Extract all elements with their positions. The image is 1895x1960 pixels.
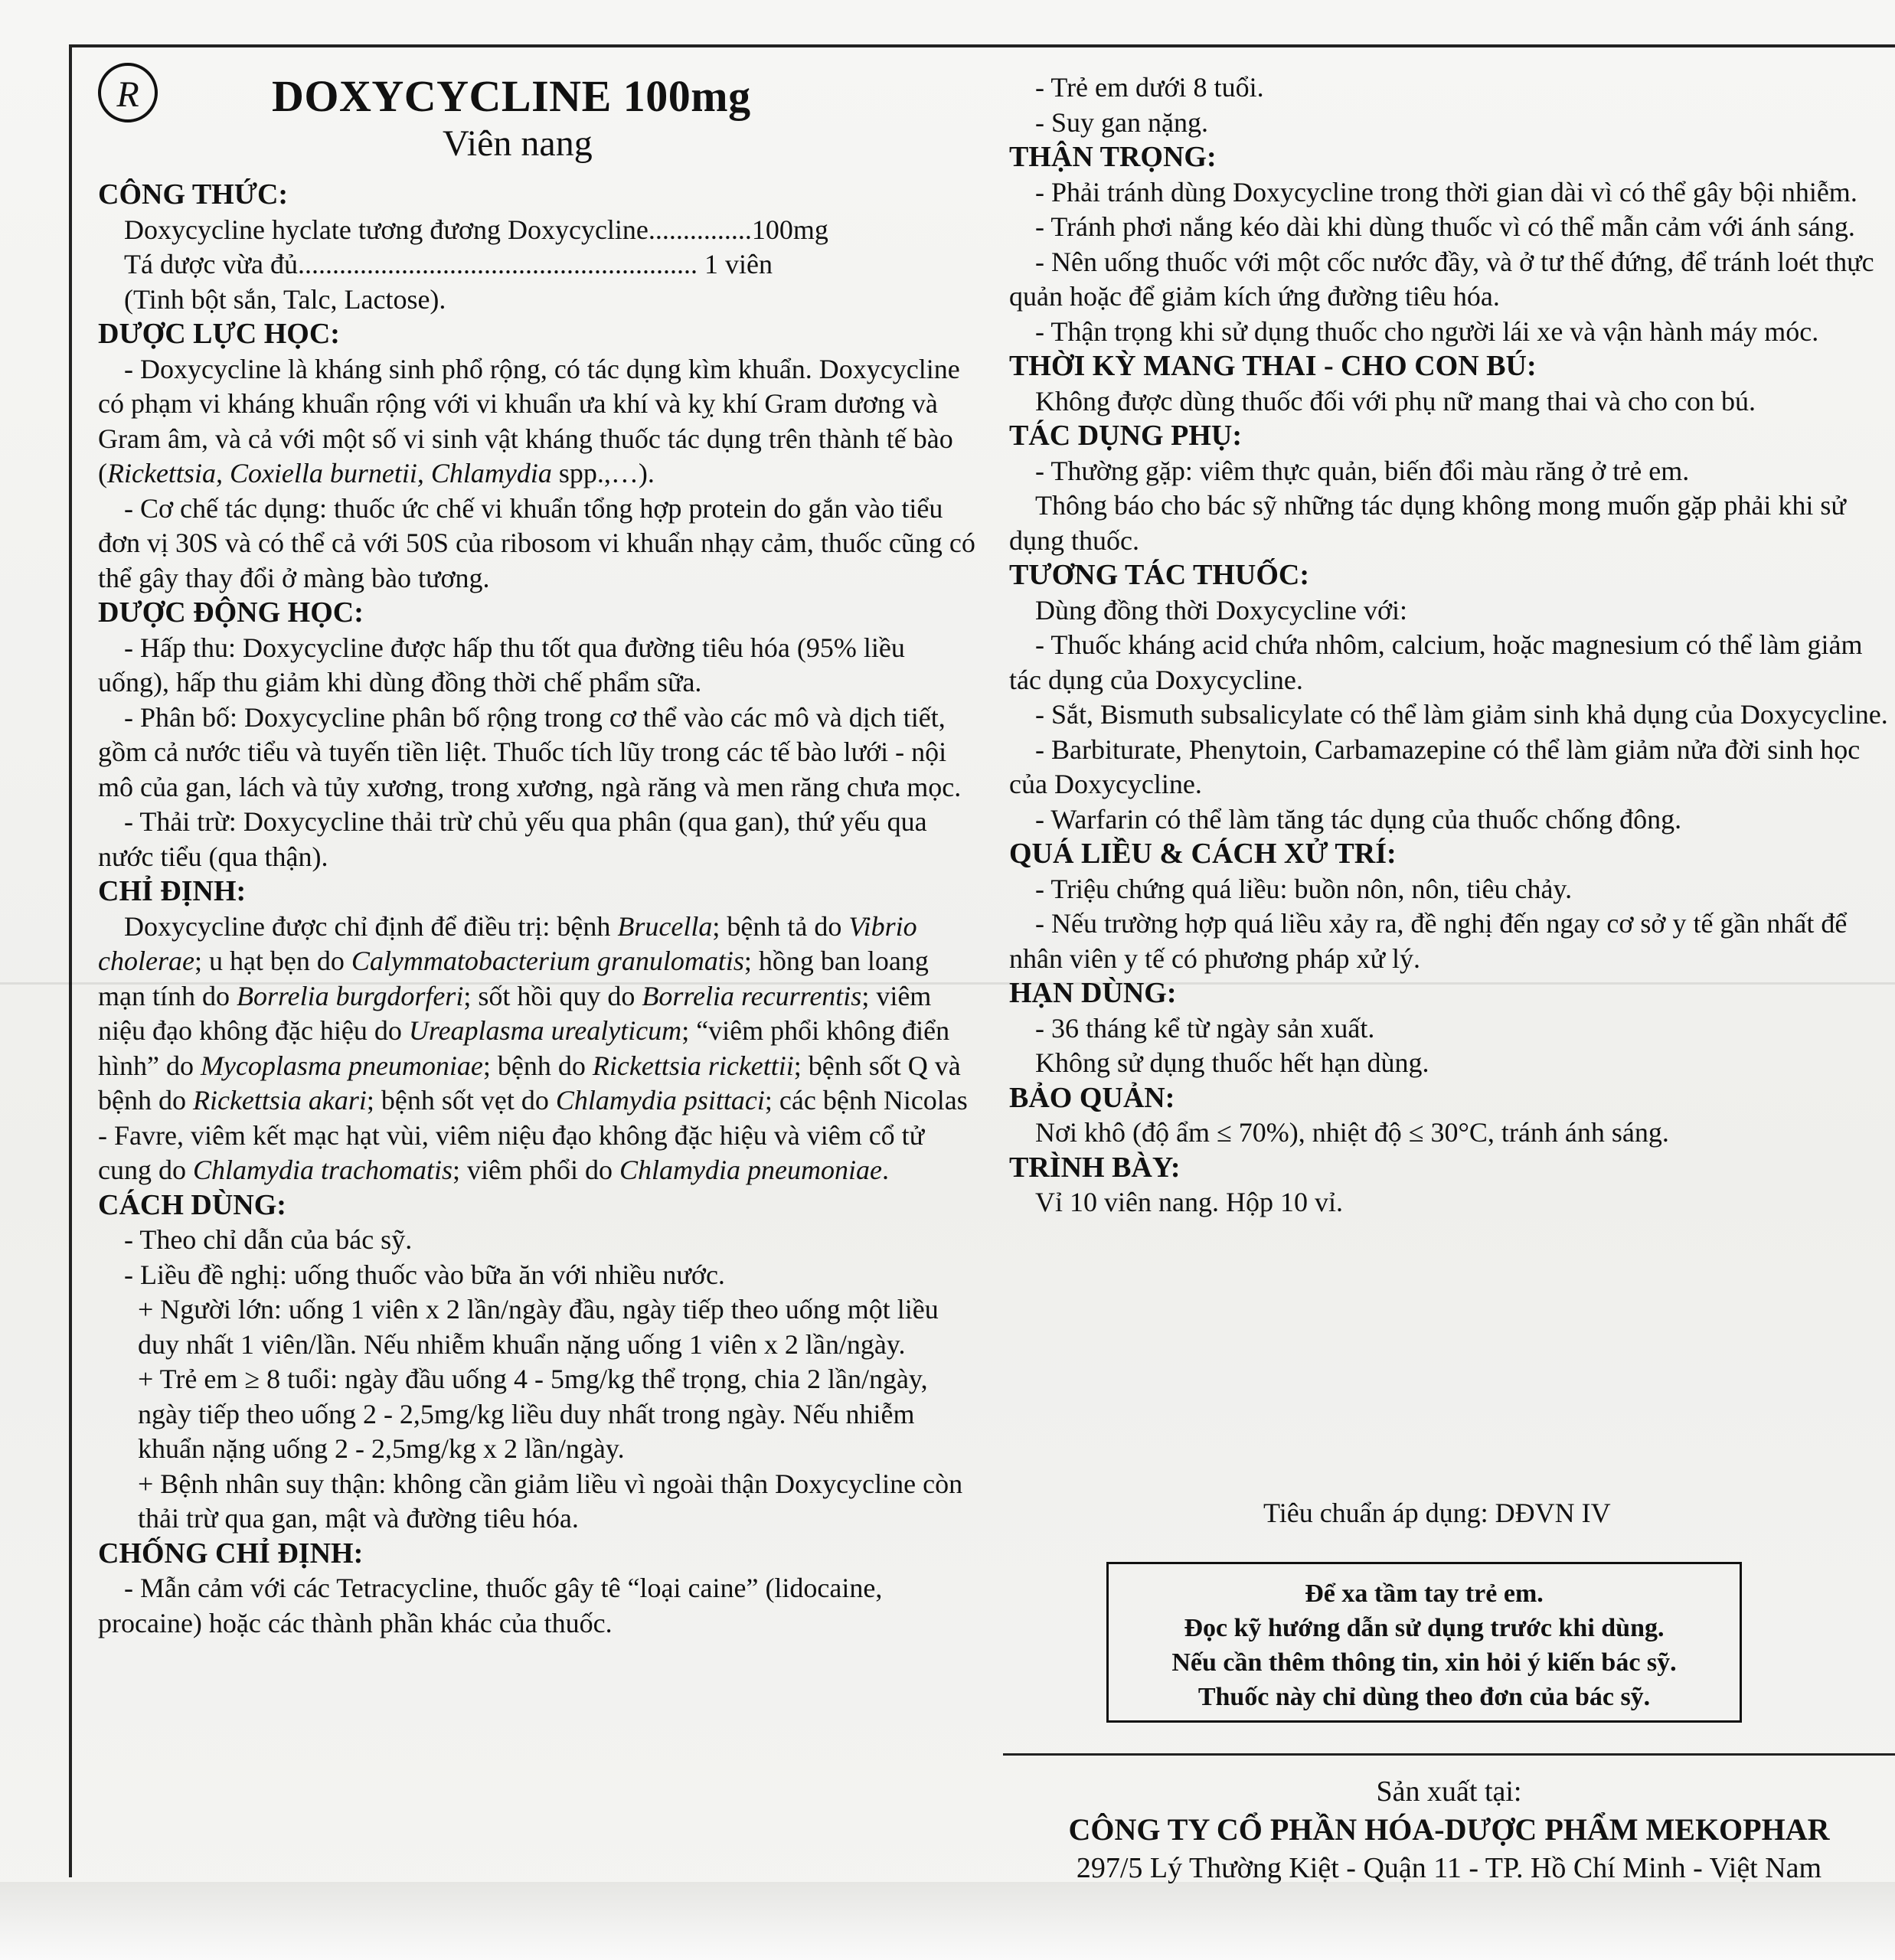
pharmacokinetics-text: - Phân bố: Doxycycline phân bố rộng trong cơ thể vào các mô và dịch tiết, gồm cả nước tiểu và tuyến tiền liệt. Thuốc tích lũy trong các tế bào lưới - nội mô của gan, lách và tủy xương, trong xương, ngà răng và men răng chưa mọc. (98, 701, 962, 802)
organism-name: Rickettsia akari (192, 1085, 367, 1116)
indications-segment: ; bệnh tả do (712, 910, 849, 942)
organism-name: Brucella (617, 910, 713, 942)
indications-segment: . (881, 1155, 889, 1185)
product-subtitle: Viên nang (443, 123, 593, 164)
warning-line: Để xa tầm tay trẻ em. (1305, 1579, 1544, 1608)
overdose-text: - Nếu trường hợp quá liều xảy ra, đề nghị đến ngay cơ sở y tế gần nhất để nhân viên y tế có phương pháp xử lý. (1009, 908, 1848, 974)
precautions-text: - Tránh phơi nắng kéo dài khi dùng thuốc vì có thể mẫn cảm với ánh sáng. (1035, 211, 1855, 242)
contraindications-text: - Suy gan nặng. (1035, 106, 1208, 138)
pharmacokinetics-text: - Hấp thu: Doxycycline được hấp thu tốt qua đường tiêu hóa (95% liều uống), hấp thu giảm khi dùng đồng thời chế phẩm sữa. (98, 632, 905, 697)
interactions-text: - Barbiturate, Phenytoin, Carbamazepine có thể làm giảm nửa đời sinh học của Doxycycline. (1009, 733, 1861, 799)
contraindications-text: - Trẻ em dưới 8 tuổi. (1035, 72, 1264, 103)
manufacturer-company: CÔNG TY CỔ PHẦN HÓA-DƯỢC PHẨM MEKOPHAR (1068, 1812, 1830, 1847)
precautions-text: - Phải tránh dùng Doxycycline trong thời gian dài vì có thể gây bội nhiễm. (1035, 176, 1857, 207)
formula-line: (Tinh bột sắn, Talc, Lactose). (124, 283, 446, 315)
organism-name: Chlamydia psittaci (555, 1085, 765, 1116)
dosage-text: - Theo chỉ dẫn của bác sỹ. (124, 1224, 413, 1255)
indications-segment: ; bệnh do (482, 1050, 593, 1081)
warning-line: Đọc kỹ hướng dẫn sử dụng trước khi dùng. (1184, 1614, 1665, 1642)
shelf-life-text: Không sử dụng thuốc hết hạn dùng. (1035, 1047, 1429, 1078)
shelf-life-text: - 36 tháng kể từ ngày sản xuất. (1035, 1012, 1375, 1044)
manufacturer-address: 297/5 Lý Thường Kiệt - Quận 11 - TP. Hồ Chí Minh - Việt Nam (1076, 1852, 1822, 1884)
section-heading-indications: CHỈ ĐỊNH: (98, 875, 247, 907)
rx-icon: R (98, 63, 158, 122)
left-column (98, 178, 979, 1641)
paper-edge (0, 1882, 1895, 1960)
section-heading-precautions: THẬN TRỌNG: (1009, 141, 1217, 173)
overdose-text: - Triệu chứng quá liều: buồn nôn, nôn, tiêu chảy. (1035, 873, 1573, 904)
indications-segment: ; u hạt bẹn do (194, 946, 351, 976)
section-heading-side-effects: TÁC DỤNG PHỤ: (1009, 420, 1242, 452)
indications-segment: ; các bệnh Nicolas - Favre, viêm kết mạc hạt vùi, viêm niệu đạo không đặc hiệu và viêm cổ tử cung do (98, 1085, 968, 1185)
section-heading-shelf-life: HẠN DÙNG: (1009, 977, 1177, 1009)
interactions-text: Dùng đồng thời Doxycycline với: (1035, 594, 1408, 626)
contraindications-text: - Mẫn cảm với các Tetracycline, thuốc gây tê “loại caine” (lidocaine, procaine) hoặc các thành phần khác của thuốc. (98, 1573, 883, 1638)
section-heading-pharmacokinetics: DƯỢC ĐỘNG HỌC: (98, 596, 364, 629)
indications-text (98, 910, 979, 1188)
pregnancy-text: Không được dùng thuốc đối với phụ nữ mang thai và cho con bú. (1035, 385, 1756, 416)
formula-line: Doxycycline hyclate tương đương Doxycycline...............100mg (124, 214, 828, 245)
section-heading-interactions: TƯƠNG TÁC THUỐC: (1009, 559, 1310, 591)
dosage-text: + Trẻ em ≥ 8 tuổi: ngày đầu uống 4 - 5mg/kg thể trọng, chia 2 lần/ngày, ngày tiếp theo uống 2 - 2,5mg/kg liều duy nhất trong ngày. Nếu nhiễm khuẩn nặng uống 2 - 2,5mg/kg x 2 lần/ngày. (138, 1364, 928, 1464)
section-heading-contraindications: CHỐNG CHỈ ĐỊNH: (98, 1537, 364, 1570)
pharmacodynamics-text: - Cơ chế tác dụng: thuốc ức chế vi khuẩn tổng hợp protein do gắn vào tiểu đơn vị 30S và có thể cả với 50S của ribosom vi khuẩn nhạy cảm, thuốc cũng có thể gây thay đổi ở màng bào tương. (98, 492, 975, 593)
section-heading-overdose: QUÁ LIỀU & CÁCH XỬ TRÍ: (1009, 838, 1397, 870)
section-heading-pharmacodynamics: DƯỢC LỰC HỌC: (98, 318, 340, 350)
indications-segment: ; bệnh sốt vẹt do (366, 1085, 556, 1116)
section-heading-pregnancy: THỜI KỲ MANG THAI - CHO CON BÚ: (1009, 350, 1537, 382)
warning-box (1106, 1562, 1742, 1723)
dosage-text: + Người lớn: uống 1 viên x 2 lần/ngày đầu, ngày tiếp theo uống một liều duy nhất 1 viên/lần. Nếu nhiễm khuẩn nặng uống 1 viên x 2 lần/ngày. (138, 1294, 939, 1360)
interactions-text: - Sắt, Bismuth subsalicylate có thể làm giảm sinh khả dụng của Doxycycline. (1035, 699, 1888, 730)
organism-name: Rickettsia rickettii (592, 1050, 794, 1081)
right-column (1009, 70, 1890, 1220)
organism-name: Borrelia recurrentis (642, 980, 862, 1011)
manufacturer-block (1003, 1772, 1895, 1887)
warning-line: Thuốc này chỉ dùng theo đơn của bác sỹ. (1197, 1683, 1651, 1711)
manufacturer-label: Sản xuất tại: (1376, 1775, 1522, 1808)
indications-segment: ; bệnh sốt Q và bệnh do (98, 1050, 961, 1116)
side-effects-text: - Thường gặp: viêm thực quản, biến đổi màu răng ở trẻ em. (1035, 455, 1690, 486)
interactions-text: - Warfarin có thể làm tăng tác dụng của thuốc chống đông. (1035, 803, 1682, 835)
formula-line: Tá dược vừa đủ.......................................................... 1 viên (124, 249, 773, 279)
divider (1003, 1753, 1895, 1756)
organism-name: Ureaplasma urealyticum (408, 1015, 682, 1046)
precautions-text: - Thận trọng khi sử dụng thuốc cho người lái xe và vận hành máy móc. (1035, 315, 1819, 347)
precautions-text: - Nên uống thuốc với một cốc nước đầy, và ở tư thế đứng, để tránh loét thực quản hoặc để giảm kích ứng đường tiêu hóa. (1009, 246, 1874, 312)
applied-standard: Tiêu chuẩn áp dụng: DĐVN IV (1263, 1498, 1611, 1528)
packaging-text: Vỉ 10 viên nang. Hộp 10 vỉ. (1035, 1187, 1343, 1217)
organism-name: Chlamydia trachomatis (192, 1155, 453, 1185)
section-heading-storage: BẢO QUẢN: (1009, 1081, 1175, 1114)
organism-name: Vibrio cholerae (98, 910, 917, 976)
section-heading-packaging: TRÌNH BÀY: (1009, 1151, 1181, 1184)
dosage-text: + Bệnh nhân suy thận: không cần giảm liều vì ngoài thận Doxycycline còn thải trừ qua gan, mật và đường tiêu hóa. (138, 1468, 963, 1534)
indications-segment: ; “viêm phổi không điển hình” do (98, 1015, 950, 1081)
organism-name: Borrelia burgdorferi (236, 980, 464, 1011)
section-heading-dosage: CÁCH DÙNG: (98, 1188, 286, 1221)
indications-segment: Doxycycline được chỉ định để điều trị: bệnh (124, 910, 618, 942)
indications-segment: ; sốt hồi quy do (463, 980, 642, 1011)
indications-segment: ; viêm niệu đạo không đặc hiệu do (98, 980, 932, 1046)
indications-segment: ; viêm phổi do (452, 1155, 619, 1185)
section-heading-formula: CÔNG THỨC: (98, 178, 289, 211)
product-title: DOXYCYCLINE 100mg (272, 71, 751, 121)
interactions-text: - Thuốc kháng acid chứa nhôm, calcium, hoặc magnesium có thể làm giảm tác dụng của Doxycycline. (1009, 629, 1863, 695)
pharmacodynamics-text: - Doxycycline là kháng sinh phổ rộng, có tác dụng kìm khuẩn. Doxycycline có phạm vi kháng khuẩn rộng với vi khuẩn ưa khí và kỵ khí Gram dương và Gram âm, và cả với một số vi sinh vật kháng thuốc tác dụng trên thành tế bào (Rickettsia, Coxiella burnetii, Chlamydia spp.,…). (98, 353, 960, 488)
organism-name: Mycoplasma pneumoniae (200, 1050, 483, 1081)
organism-name: Calymmatobacterium granulomatis (351, 946, 744, 976)
pharmacokinetics-text: - Thải trừ: Doxycycline thải trừ chủ yếu qua phân (qua gan), thứ yếu qua nước tiểu (qua thận). (98, 806, 927, 872)
side-effects-text: Thông báo cho bác sỹ những tác dụng không mong muốn gặp phải khi sử dụng thuốc. (1009, 490, 1846, 556)
warning-line: Nếu cần thêm thông tin, xin hỏi ý kiến bác sỹ. (1171, 1648, 1677, 1677)
storage-text: Nơi khô (độ ẩm ≤ 70%), nhiệt độ ≤ 30°C, tránh ánh sáng. (1035, 1117, 1669, 1148)
organism-name: Chlamydia pneumoniae (619, 1155, 882, 1185)
dosage-text: - Liều đề nghị: uống thuốc vào bữa ăn với nhiều nước. (124, 1259, 725, 1290)
indications-segment: ; hồng ban loang mạn tính do (98, 946, 929, 1011)
